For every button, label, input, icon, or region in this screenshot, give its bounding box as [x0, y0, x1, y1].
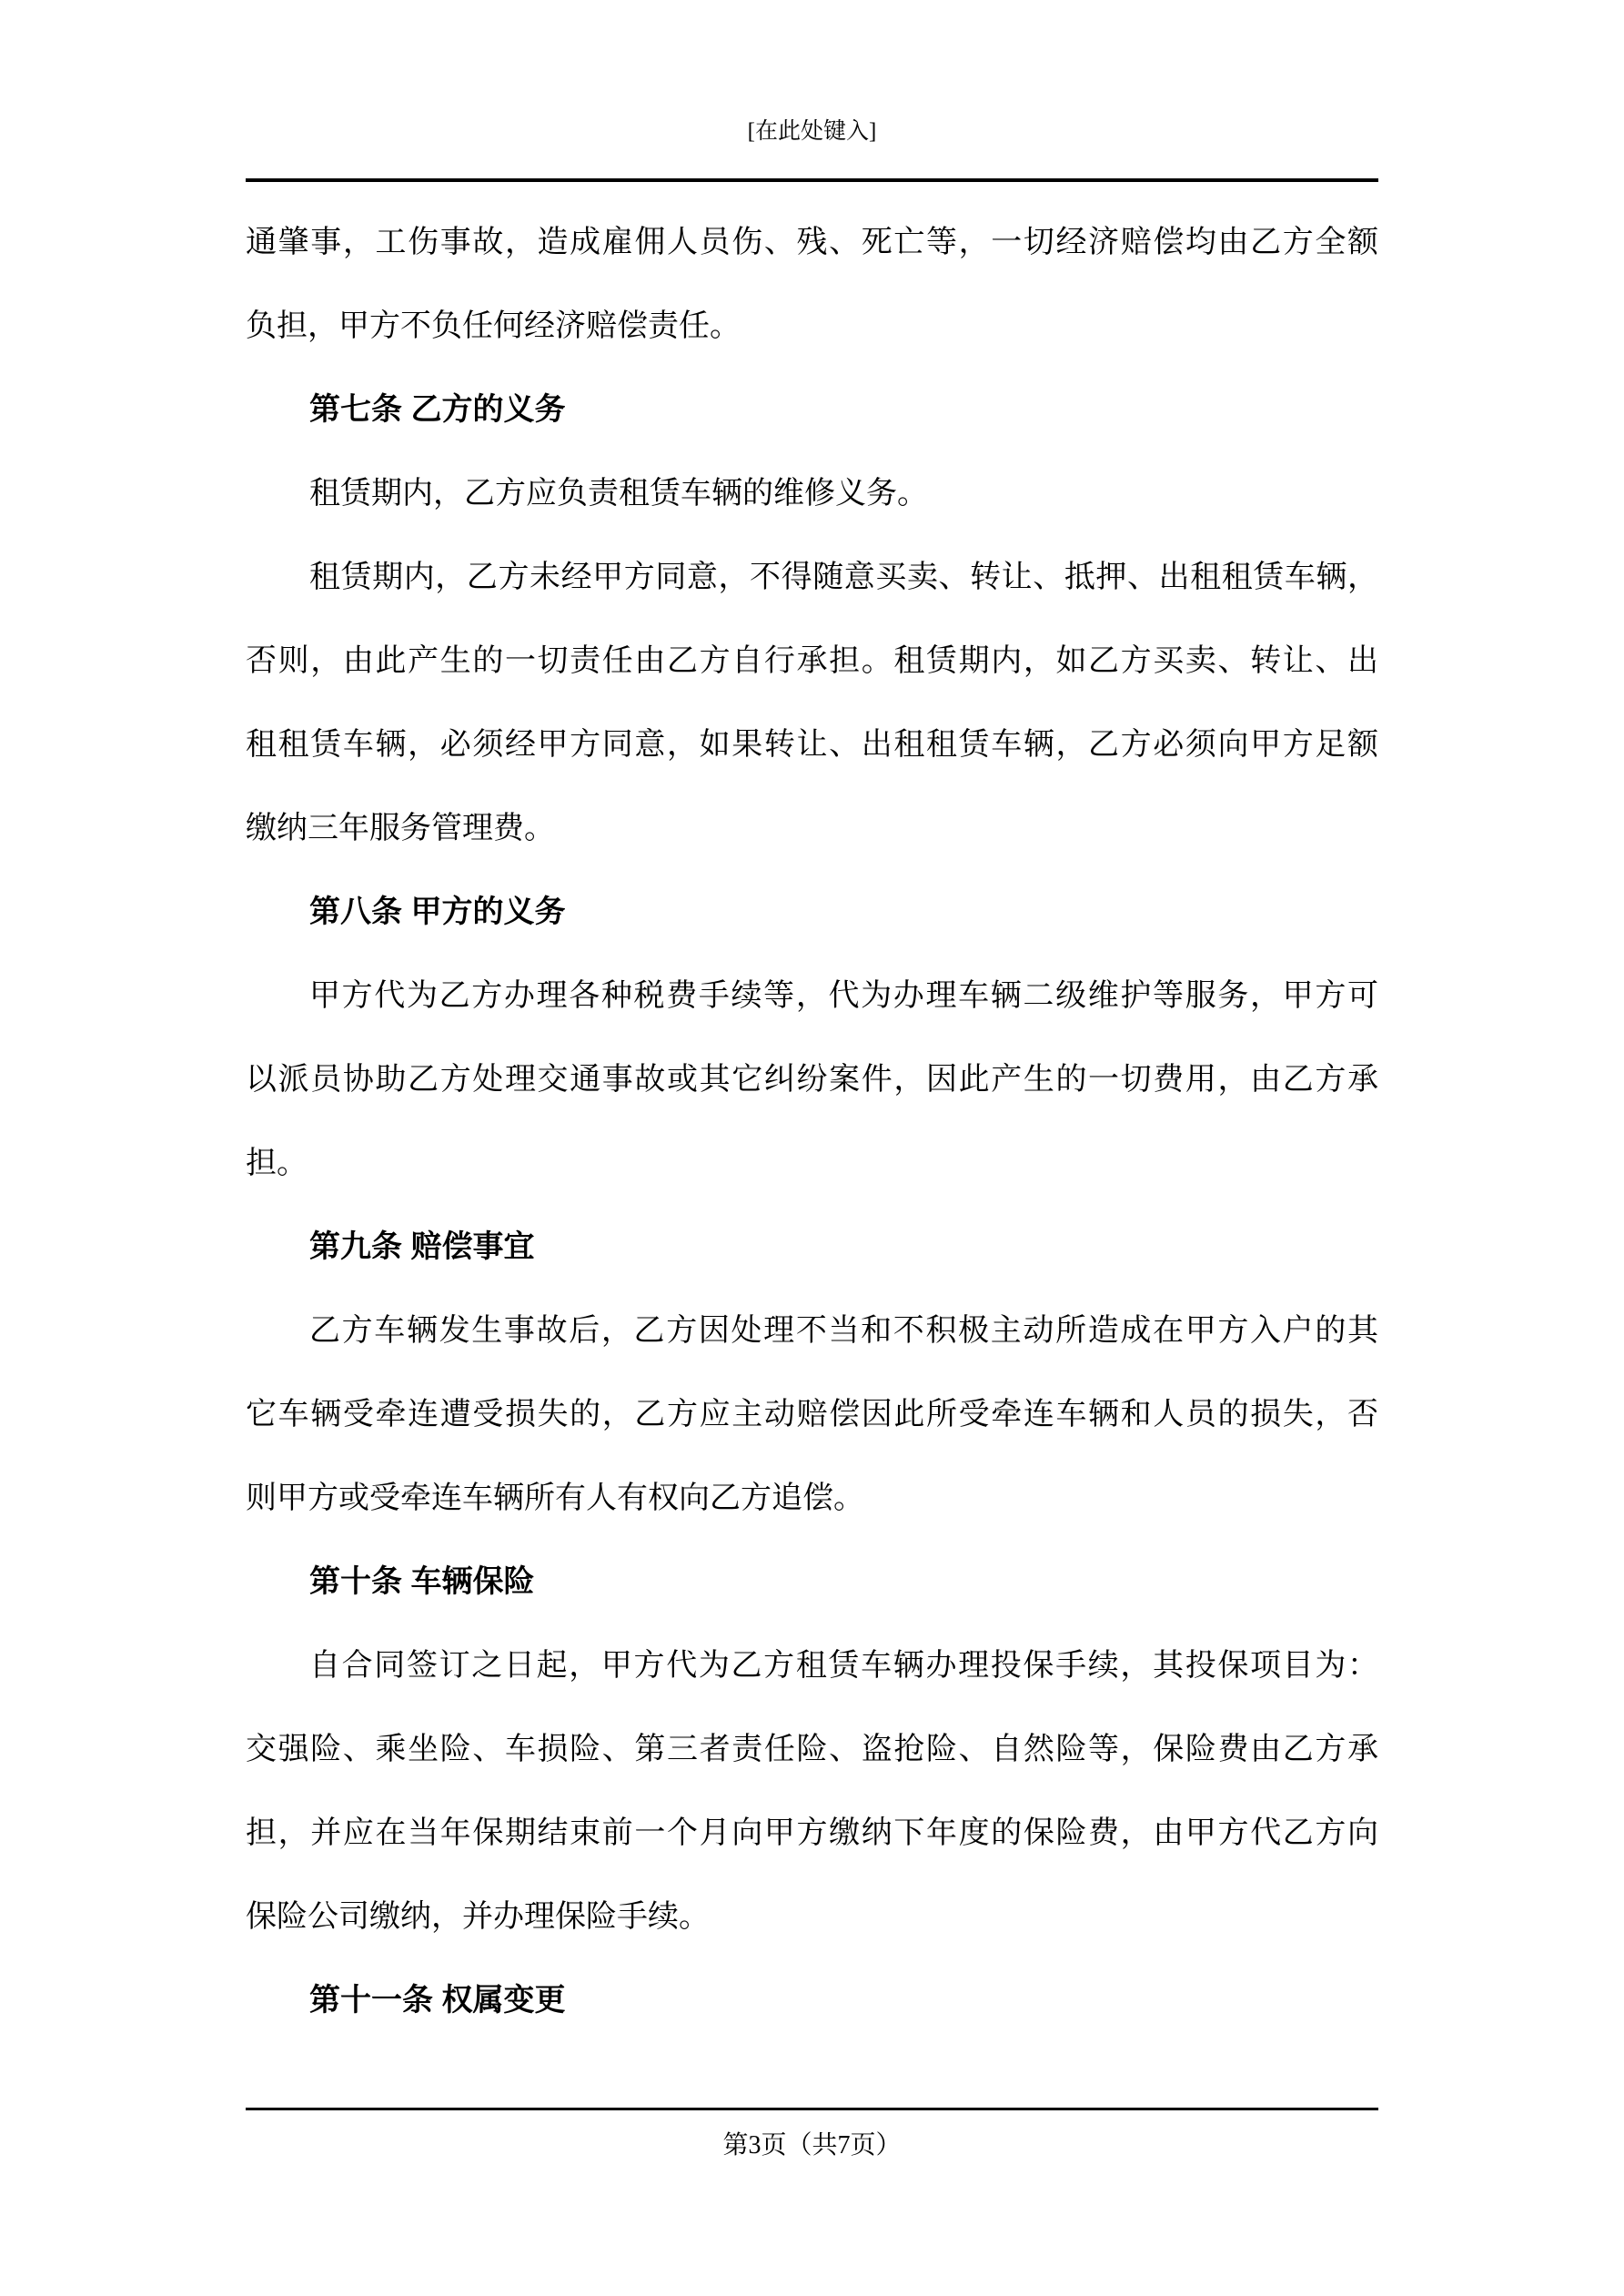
section-heading: 第十一条 权属变更: [309, 1983, 566, 2018]
header-placeholder: [在此处键入]: [747, 119, 877, 144]
text-line: 担。: [246, 1146, 308, 1180]
text-line: 以派员协助乙方处理交通事故或其它纠纷案件，因此产生的一切费用，由乙方承: [246, 1062, 1378, 1097]
text-line: 租租赁车辆，必须经甲方同意，如果转让、出租租赁车辆，乙方必须向甲方足额: [246, 727, 1378, 762]
text-line: 自合同签订之日起，甲方代为乙方租赁车辆办理投保手续，其投保项目为：: [309, 1648, 1378, 1683]
text-line: 乙方车辆发生事故后，乙方因处理不当和不积极主动所造成在甲方入户的其: [309, 1313, 1378, 1348]
text-line: 否则，由此产生的一切责任由乙方自行承担。租赁期内，如乙方买卖、转让、出: [246, 643, 1378, 678]
text-line: 交强险、乘坐险、车损险、第三者责任险、盗抢险、自然险等，保险费由乙方承: [246, 1732, 1378, 1766]
text-line: 甲方代为乙方办理各种税费手续等，代为办理车辆二级维护等服务，甲方可: [309, 978, 1378, 1013]
section-heading: 第十条 车辆保险: [309, 1564, 535, 1599]
section-heading: 第七条 乙方的义务: [309, 392, 566, 427]
text-line: 保险公司缴纳，并办理保险手续。: [246, 1899, 710, 1934]
text-line: 则甲方或受牵连车辆所有人有权向乙方追偿。: [246, 1481, 864, 1515]
section-heading: 第九条 赔偿事宜: [309, 1229, 535, 1264]
section-heading: 第八条 甲方的义务: [309, 895, 566, 929]
document-body: [246, 200, 1378, 2042]
text-line: 担，并应在当年保期结束前一个月向甲方缴纳下年度的保险费，由甲方代乙方向: [246, 1816, 1378, 1850]
text-line: 通肇事，工伤事故，造成雇佣人员伤、残、死亡等，一切经济赔偿均由乙方全额: [246, 225, 1378, 259]
page-number: 第3页（共7页）: [722, 2131, 902, 2159]
text-line: 它车辆受牵连遭受损失的，乙方应主动赔偿因此所受牵连车辆和人员的损失，否: [246, 1397, 1378, 1431]
text-line: 负担，甲方不负任何经济赔偿责任。: [246, 308, 741, 343]
text-line: 缴纳三年服务管理费。: [246, 811, 555, 845]
text-line: 租赁期内，乙方应负责租赁车辆的维修义务。: [309, 476, 928, 511]
header-rule: [246, 178, 1378, 182]
footer-rule: [246, 2108, 1378, 2110]
text-line: 租赁期内，乙方未经甲方同意，不得随意买卖、转让、抵押、出租租赁车辆，: [309, 560, 1378, 594]
